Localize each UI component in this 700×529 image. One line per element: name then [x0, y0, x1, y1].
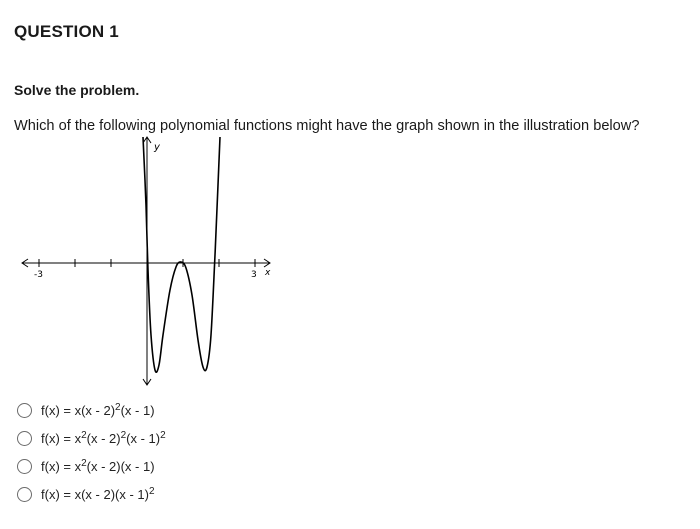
option-label: f(x) = x(x - 2)(x - 1)$^2$ [41, 485, 155, 502]
x-axis-label: x [265, 268, 271, 278]
option-label: $f(x) = x^2(x - 2)(x - 1)$ [41, 457, 155, 474]
x-tick-label-min: -3 [34, 270, 43, 280]
question-title: QUESTION 1 [14, 22, 119, 41]
radio-button[interactable] [17, 487, 32, 502]
y-axis-label: y [154, 142, 160, 153]
option-b[interactable] [17, 424, 166, 452]
radio-button[interactable] [17, 431, 32, 446]
option-c[interactable] [17, 452, 166, 480]
polynomial-graph [0, 135, 300, 395]
option-d[interactable] [17, 480, 166, 508]
radio-button[interactable] [17, 403, 32, 418]
option-a[interactable] [17, 396, 166, 424]
radio-button[interactable] [17, 459, 32, 474]
x-tick-label-max: 3 [251, 270, 257, 280]
question-instruction: Solve the problem. [14, 82, 140, 98]
option-label: f(x) = x(x - 2)$^2$(x - 1) [41, 401, 155, 418]
option-label: $f(x) = x^2(x - 2)^2(x - 1)^2$ [41, 429, 166, 446]
polynomial-curve [143, 137, 220, 372]
answer-options [17, 396, 166, 508]
question-text: Which of the following polynomial functions might have the graph shown in the illustration below? [14, 118, 640, 134]
